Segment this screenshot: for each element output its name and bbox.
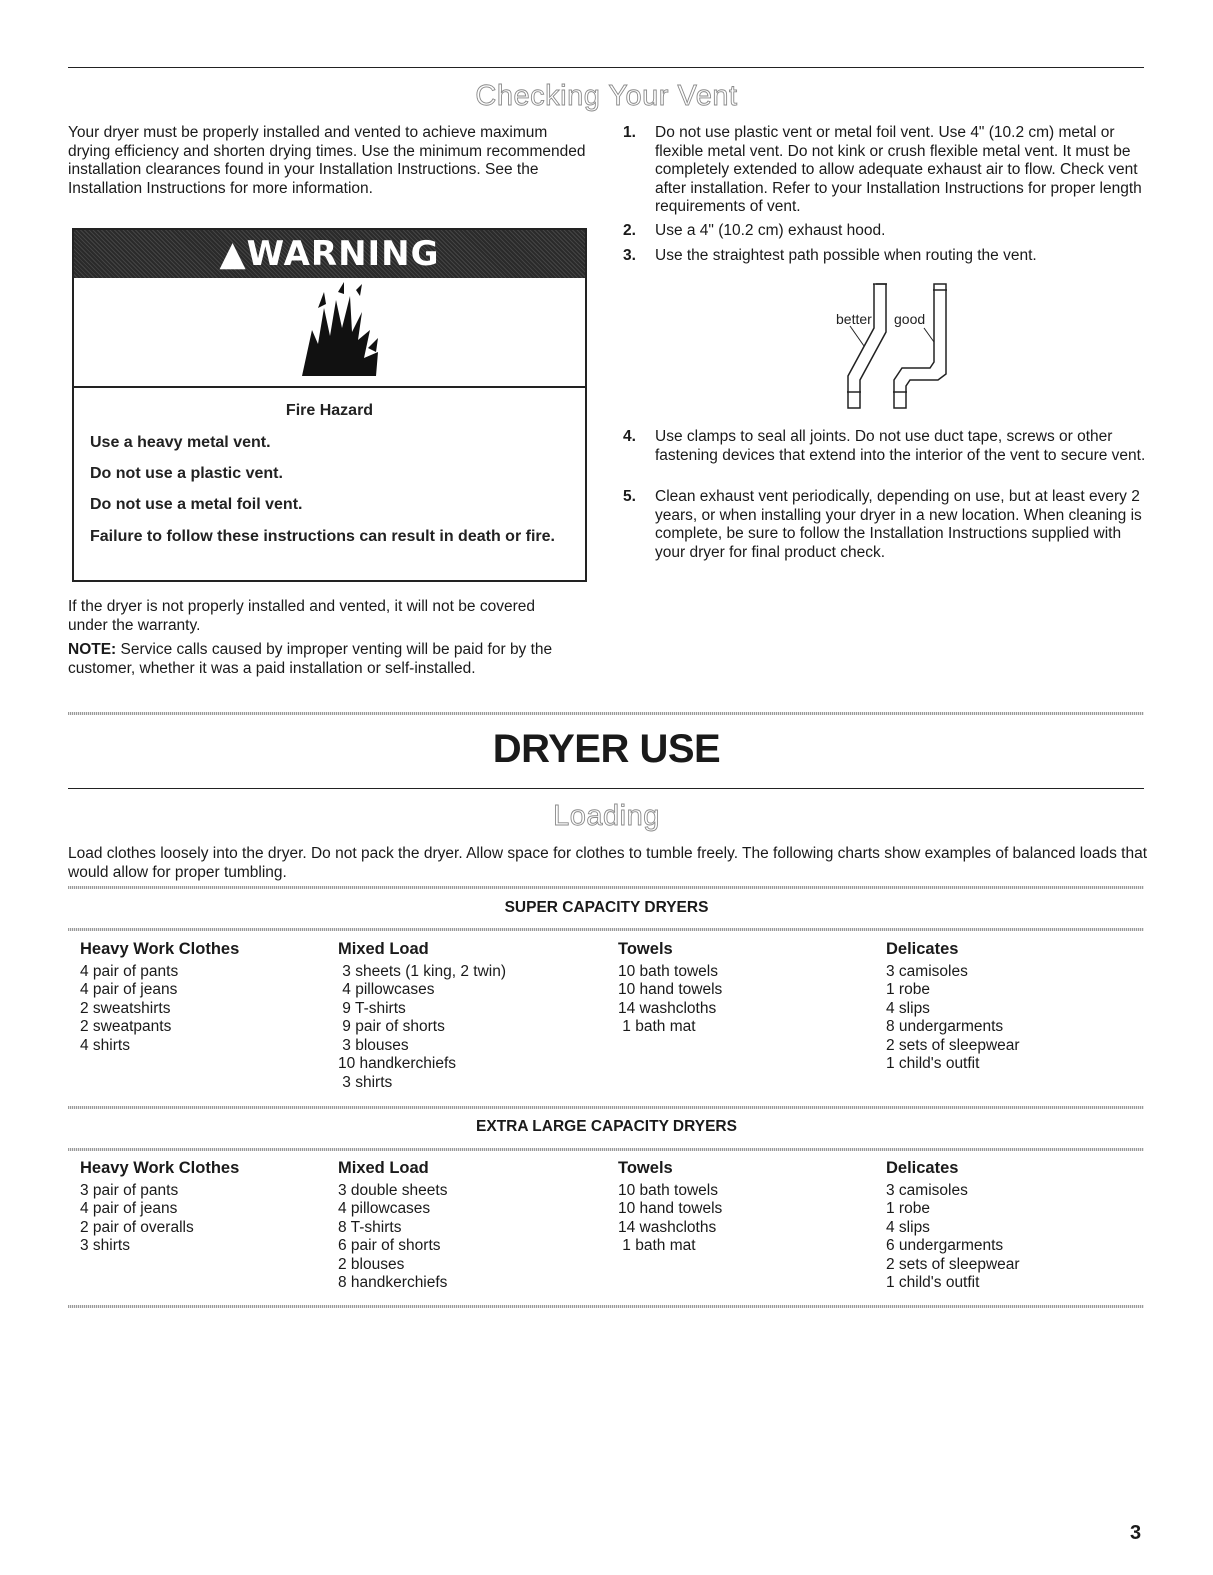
load-item: 1 child's outfit xyxy=(886,1055,980,1072)
load-item: 14 washcloths xyxy=(618,999,717,1017)
step-text: Use a 4" (10.2 cm) exhaust hood. xyxy=(655,222,886,239)
column-header: Towels xyxy=(618,1159,673,1177)
diagram-label-good: good xyxy=(894,311,926,327)
load-item: 4 shirts xyxy=(80,1036,130,1054)
warning-line: Failure to follow these instructions can result in death or fire. xyxy=(90,528,555,545)
page-title-dryer-use: DRYER USE xyxy=(492,727,721,771)
load-item: 3 sheets (1 king, 2 twin) xyxy=(338,962,506,980)
fire-hazard-image xyxy=(74,278,585,388)
load-column xyxy=(618,1159,722,1256)
warning-text xyxy=(74,388,585,578)
load-item: 2 sets of sleepwear xyxy=(886,1255,1020,1273)
load-item: 4 pair of jeans xyxy=(80,981,178,998)
hazard-title: Fire Hazard xyxy=(285,402,374,419)
step-number: 1. xyxy=(623,124,636,141)
load-item: 4 slips xyxy=(886,1218,930,1236)
load-item: 1 robe xyxy=(886,1200,930,1217)
divider xyxy=(68,712,1144,715)
note-label: NOTE: xyxy=(68,641,117,658)
column-header: Mixed Load xyxy=(338,940,429,958)
load-item: 10 hand towels xyxy=(618,981,723,998)
table-heading-super: SUPER CAPACITY DRYERS xyxy=(504,899,709,916)
load-item: 9 pair of shorts xyxy=(338,1018,445,1035)
load-item: 4 pair of pants xyxy=(80,962,179,980)
top-rule xyxy=(68,67,1144,68)
divider xyxy=(68,928,1144,931)
load-item: 1 bath mat xyxy=(618,1237,696,1254)
divider xyxy=(68,886,1144,889)
warranty-paragraph: If the dryer is not properly installed and vented, it will not be covered under the warranty. xyxy=(68,598,535,634)
diagram-label-better: better xyxy=(836,311,872,327)
load-item: 8 T-shirts xyxy=(338,1218,402,1236)
warning-triangle-icon: ▲ xyxy=(219,234,247,274)
load-item: 4 pair of jeans xyxy=(80,1200,178,1217)
page-number: 3 xyxy=(1130,1522,1142,1544)
load-item: 8 undergarments xyxy=(886,1018,1004,1035)
column-header: Towels xyxy=(618,940,673,958)
step-text: Clean exhaust vent periodically, depending on use, but at least every 2 years, or when installing your dryer in a new location. When cleaning is complete, be sure to follow the Installation Instructions supplied with your dryer for final product check. xyxy=(655,488,1142,561)
fire-icon xyxy=(74,278,585,384)
load-item: 9 T-shirts xyxy=(338,999,406,1017)
load-item: 4 slips xyxy=(886,999,930,1017)
load-column xyxy=(886,940,1020,1074)
load-column xyxy=(338,1159,447,1293)
load-item: 3 camisoles xyxy=(886,962,968,980)
load-item: 3 double sheets xyxy=(338,1181,448,1199)
load-column xyxy=(618,940,722,1037)
table-heading-extra-large: EXTRA LARGE CAPACITY DRYERS xyxy=(476,1118,737,1135)
divider xyxy=(68,1148,1144,1151)
load-item: 6 pair of shorts xyxy=(338,1237,441,1254)
note-text: Service calls caused by improper venting will be paid for by the customer, whether it was a paid installation or self-installed. xyxy=(68,641,553,677)
load-item: 3 shirts xyxy=(80,1237,130,1254)
warning-header xyxy=(74,230,585,278)
column-header: Delicates xyxy=(886,1159,959,1177)
warning-line: Use a heavy metal vent. xyxy=(90,434,271,451)
section-rule xyxy=(68,788,1144,789)
load-item: 6 undergarments xyxy=(886,1237,1004,1254)
load-item: 10 hand towels xyxy=(618,1200,723,1217)
step-number: 4. xyxy=(623,428,636,445)
load-item: 8 handkerchiefs xyxy=(338,1274,448,1291)
step-text: Use clamps to seal all joints. Do not use duct tape, screws or other fastening devices that extend into the interior of the vent to secure vent. xyxy=(655,428,1146,464)
load-item: 3 pair of pants xyxy=(80,1181,179,1199)
load-item: 3 shirts xyxy=(338,1073,393,1091)
load-item: 3 camisoles xyxy=(886,1181,968,1199)
load-item: 2 sweatpants xyxy=(80,1018,172,1035)
load-item: 1 bath mat xyxy=(618,1018,696,1035)
load-item: 2 blouses xyxy=(338,1255,405,1273)
load-item: 10 bath towels xyxy=(618,1181,718,1199)
section-title-loading: Loading xyxy=(553,800,660,832)
column-header: Delicates xyxy=(886,940,959,958)
warning-box xyxy=(72,228,587,582)
load-item: 2 pair of overalls xyxy=(80,1218,194,1236)
load-item: 1 child's outfit xyxy=(886,1274,980,1291)
vent-routing-diagram xyxy=(810,280,970,415)
divider xyxy=(68,1106,1144,1109)
column-header: Heavy Work Clothes xyxy=(80,1159,240,1177)
column-header: Mixed Load xyxy=(338,1159,429,1177)
loading-paragraph: Load clothes loosely into the dryer. Do not pack the dryer. Allow space for clothes to tumble freely. The following charts show examples of balanced loads that would allow for proper tumbling. xyxy=(68,845,1147,881)
step-number: 2. xyxy=(623,222,636,239)
step-number: 5. xyxy=(623,488,636,505)
load-item: 4 pillowcases xyxy=(338,1200,431,1217)
load-item: 2 sets of sleepwear xyxy=(886,1036,1020,1054)
load-item: 10 bath towels xyxy=(618,962,718,980)
load-column xyxy=(338,940,506,1092)
step-text: Do not use plastic vent or metal foil vent. Use 4" (10.2 cm) metal or flexible metal vent. Do not kink or crush flexible metal vent. It must be completely extended to allow adequate exhaust air to flow. Check vent after installation. Refer to your Installation Instructions for proper length requirements of vent. xyxy=(655,124,1142,215)
load-item: 2 sweatshirts xyxy=(80,999,171,1017)
divider xyxy=(68,1305,1144,1308)
warning-line: Do not use a metal foil vent. xyxy=(90,496,303,513)
note-paragraph xyxy=(68,641,578,678)
warning-line: Do not use a plastic vent. xyxy=(90,465,283,482)
column-header: Heavy Work Clothes xyxy=(80,940,240,958)
warning-title: ▲WARNING xyxy=(219,234,440,274)
load-column xyxy=(80,1159,239,1256)
section-title-checking-vent: Checking Your Vent xyxy=(475,80,738,112)
load-column xyxy=(80,940,239,1055)
load-item: 14 washcloths xyxy=(618,1218,717,1236)
step-number: 3. xyxy=(623,247,636,264)
load-item: 10 handkerchiefs xyxy=(338,1055,457,1072)
load-item: 1 robe xyxy=(886,981,930,998)
step-text: Use the straightest path possible when routing the vent. xyxy=(655,247,1037,264)
vent-intro: Your dryer must be properly installed and vented to achieve maximum drying efficiency and shorten drying times. Use the minimum recommended installation clearances found in your Installation Instructions. See the Installation Instructions for more information. xyxy=(68,124,586,197)
load-column xyxy=(886,1159,1020,1293)
load-item: 4 pillowcases xyxy=(338,981,435,998)
load-item: 3 blouses xyxy=(338,1036,409,1054)
